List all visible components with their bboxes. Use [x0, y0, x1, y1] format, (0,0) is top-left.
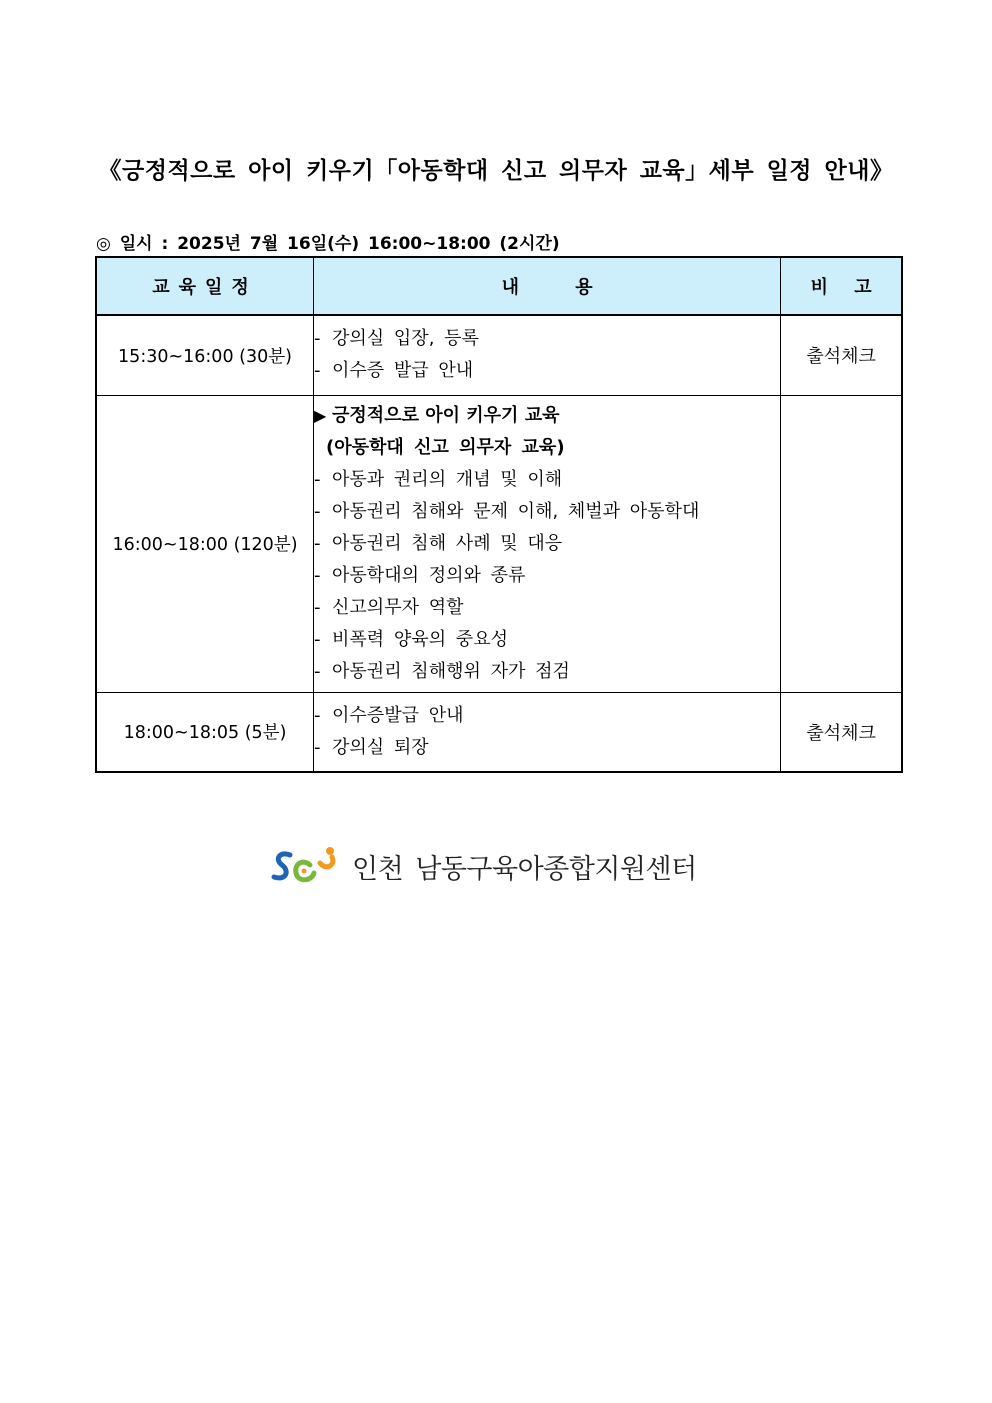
table-header-row [96, 257, 902, 315]
list-item: - 신고의무자 역할 [314, 596, 464, 618]
list-item-text: 신고의무자 역할 [332, 596, 464, 618]
row-time: 15:30~16:00 (30분) [96, 315, 314, 395]
list-item: - 아동학대의 정의와 종류 [314, 564, 526, 586]
list-item: - 아동권리 침해와 문제 이해, 체벌과 아동학대 [314, 500, 700, 522]
list-item: - 아동권리 침해행위 자가 점검 [314, 660, 570, 682]
list-item-text: 아동권리 침해 사례 및 대응 [332, 532, 563, 554]
triangle-right-icon: ▶ [314, 405, 327, 425]
list-item: - 이수증 발급 안내 [314, 360, 474, 382]
section-heading [314, 400, 780, 432]
list-item-text: 이수증발급 안내 [332, 704, 464, 726]
list-item: - 아동권리 침해 사례 및 대응 [314, 532, 563, 554]
section-heading-text: 긍정적으로 아이 키우기 교육 [332, 404, 560, 426]
section-subheading: (아동학대 신고 의무자 교육) [326, 436, 565, 458]
center-logo-icon [270, 843, 346, 889]
row-content [314, 692, 781, 772]
page-title: 《긍정적으로 아이 키우기「아동학대 신고 의무자 교육」세부 일정 안내》 [98, 158, 894, 184]
row-note: 출석체크 [781, 692, 902, 772]
row-time: 18:00~18:05 (5분) [96, 692, 314, 772]
event-date: ◎ 일시 : 2025년 7월 16일(수) 16:00~18:00 (2시간) [96, 234, 560, 254]
row-content [314, 315, 781, 395]
list-item-text: 강의실 퇴장 [332, 736, 429, 758]
list-item-text: 비폭력 양육의 중요성 [332, 628, 508, 650]
schedule-table [95, 256, 903, 773]
row-note: 출석체크 [781, 315, 902, 395]
list-item: - 강의실 퇴장 [314, 736, 429, 758]
header-note: 비 고 [781, 257, 902, 315]
list-item: - 아동과 권리의 개념 및 이해 [314, 468, 563, 490]
table-row [96, 692, 902, 772]
list-item-text: 아동권리 침해와 문제 이해, 체벌과 아동학대 [332, 500, 700, 522]
list-item-text: 이수증 발급 안내 [332, 360, 474, 382]
list-item-text: 아동학대의 정의와 종류 [332, 564, 526, 586]
list-item-text: 강의실 입장, 등록 [332, 328, 479, 350]
row-content [314, 395, 781, 692]
center-name: 인천 남동구육아종합지원센터 [352, 853, 697, 885]
list-item-text: 아동과 권리의 개념 및 이해 [332, 468, 563, 490]
header-schedule: 교육일정 [96, 257, 314, 315]
list-item-text: 아동권리 침해행위 자가 점검 [332, 660, 570, 682]
list-item: - 비폭력 양육의 중요성 [314, 628, 508, 650]
header-content: 내 용 [314, 257, 781, 315]
center-logo [270, 843, 697, 889]
list-item: - 강의실 입장, 등록 [314, 328, 479, 350]
list-item: - 이수증발급 안내 [314, 704, 464, 726]
row-time: 16:00~18:00 (120분) [96, 395, 314, 692]
row-note [781, 395, 902, 692]
table-row [96, 315, 902, 395]
table-row [96, 395, 902, 692]
